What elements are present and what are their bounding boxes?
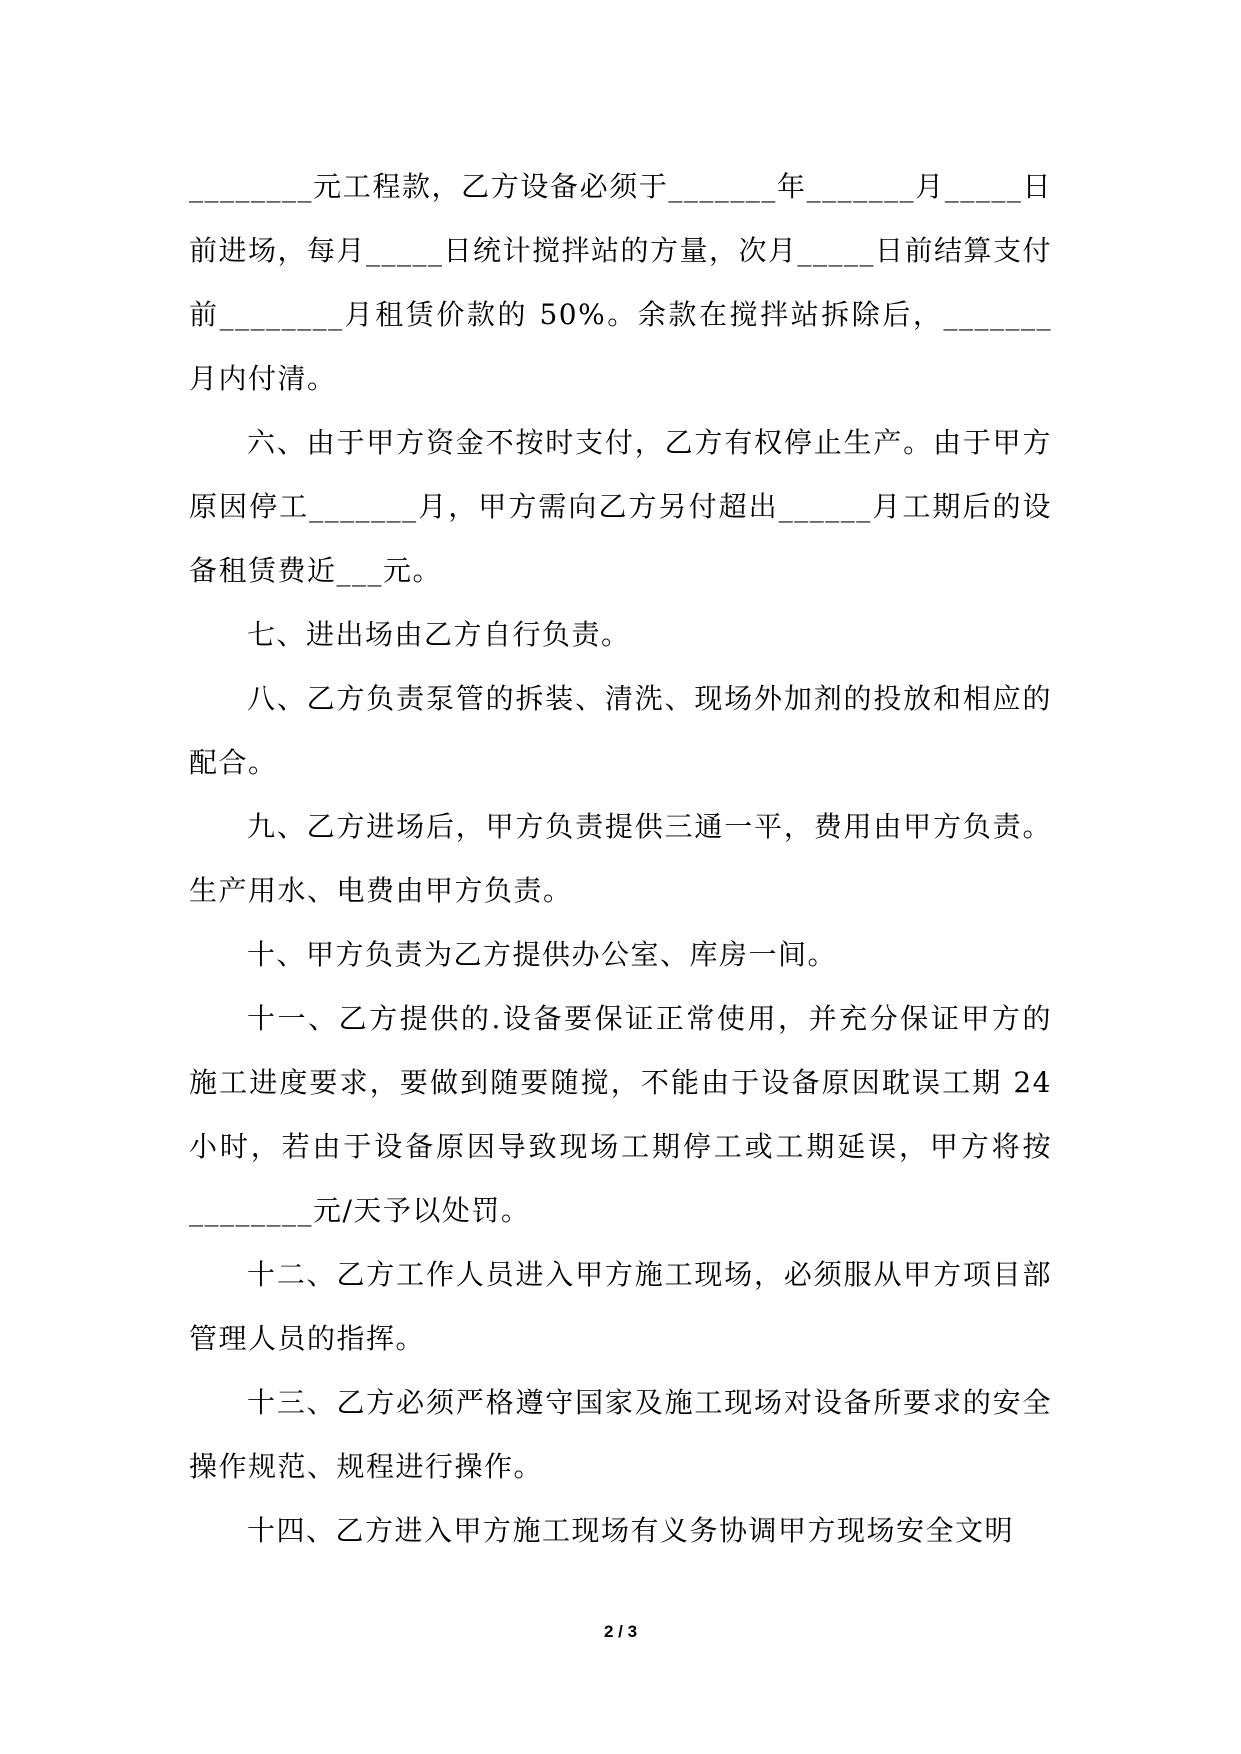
paragraph-clause-6: 六、由于甲方资金不按时支付，乙方有权停止生产。由于甲方原因停工_______月，甲方需向乙方另付超出______月工期后的设备租赁费近___元。 <box>189 426 1052 587</box>
paragraph-clause-7: 七、进出场由乙方自行负责。 <box>247 618 631 651</box>
paragraph-clause-10: 十、甲方负责为乙方提供办公室、库房一间。 <box>247 938 838 971</box>
paragraph-payment-terms: ________元工程款，乙方设备必须于_______年_______月_____日前进场，每月_____日统计搅拌站的方量，次月_____日前结算支付前________月租赁价款的 50%。余款在搅拌站拆除后，_______月内付清。 <box>189 170 1053 395</box>
paragraph-clause-8: 八、乙方负责泵管的拆装、清洗、现场外加剂的投放和相应的配合。 <box>189 682 1052 779</box>
paragraph-clause-14: 十四、乙方进入甲方施工现场有义务协调甲方现场安全文明 <box>247 1514 1015 1547</box>
paragraph-clause-11: 十一、乙方提供的.设备要保证正常使用，并充分保证甲方的施工进度要求，要做到随要随搅，不能由于设备原因耽误工期 24 小时，若由于设备原因导致现场工期停工或工期延误，甲方将按________元/天予以处罚。 <box>189 1002 1052 1227</box>
paragraph-clause-12: 十二、乙方工作人员进入甲方施工现场，必须服从甲方项目部管理人员的指挥。 <box>189 1258 1052 1355</box>
paragraph-clause-13: 十三、乙方必须严格遵守国家及施工现场对设备所要求的安全操作规范、规程进行操作。 <box>189 1386 1052 1483</box>
document-body <box>189 155 1052 1563</box>
paragraph-clause-9: 九、乙方进场后，甲方负责提供三通一平，费用由甲方负责。生产用水、电费由甲方负责。 <box>189 810 1052 907</box>
page-number: 2 / 3 <box>603 1622 638 1641</box>
